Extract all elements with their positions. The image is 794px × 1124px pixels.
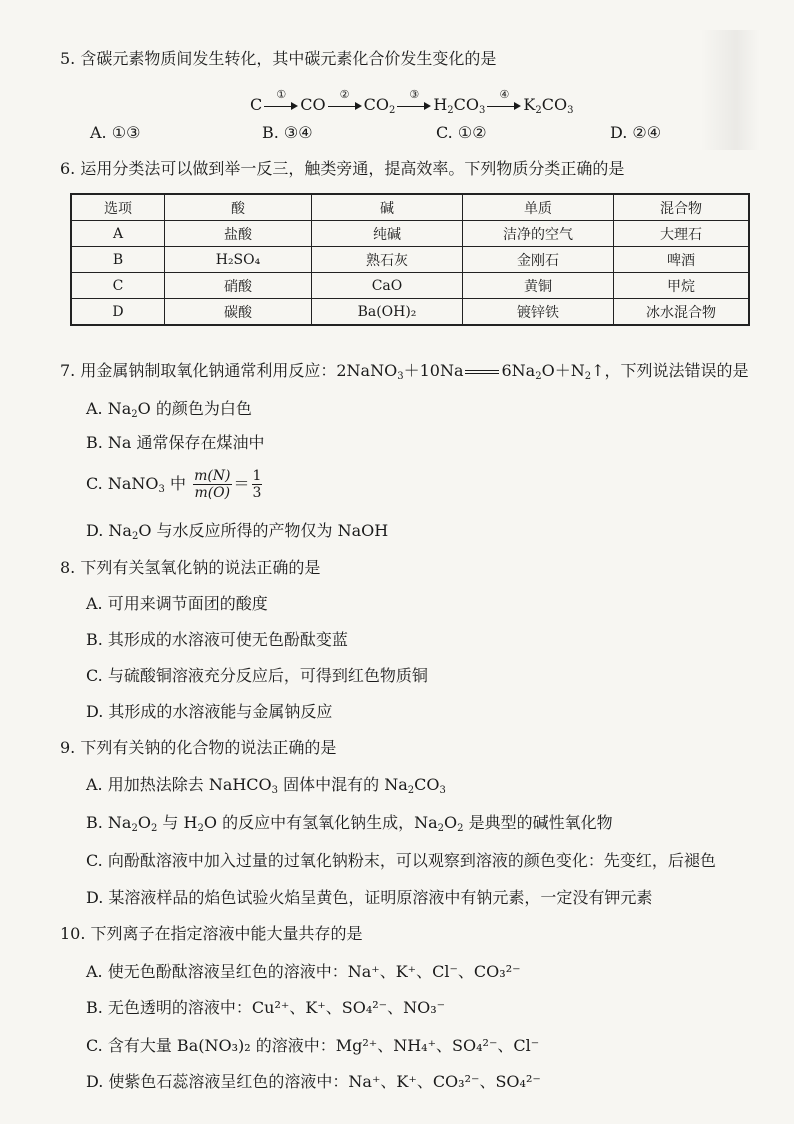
q9-option-d[interactable]: D. 某溶液样品的焰色试验火焰呈黄色，证明原溶液中有钠元素，一定没有钾元素: [86, 888, 653, 907]
cell: B: [71, 247, 165, 273]
cell: 冰水混合物: [614, 299, 750, 326]
chain-species-1: C: [250, 95, 263, 114]
cell: 甲烷: [614, 273, 750, 299]
cell: 纯碱: [312, 221, 463, 247]
cell: C: [71, 273, 165, 299]
q7-option-d[interactable]: D. $Na_2O$ 与水反应所得的产物仅为 NaOH: [86, 521, 389, 542]
cell: 碳酸: [165, 299, 312, 326]
q9-option-c[interactable]: C. 向酚酞溶液中加入过量的过氧化钠粉末，可以观察到溶液的颜色变化：先变红，后褪色: [86, 851, 716, 870]
header-base: 碱: [312, 194, 463, 221]
cell: 洁净的空气: [463, 221, 614, 247]
cell: A: [71, 221, 165, 247]
q5-stem: 5. 含碳元素物质间发生转化，其中碳元素化合价发生变化的是: [60, 49, 497, 68]
equals-sign: [465, 370, 499, 374]
q9-stem: 9. 下列有关钠的化合物的说法正确的是: [60, 738, 337, 757]
cell: H₂SO₄: [165, 247, 312, 273]
q8-option-b[interactable]: B. 其形成的水溶液可使无色酚酞变蓝: [86, 630, 348, 649]
header-acid: 酸: [165, 194, 312, 221]
q9-option-b[interactable]: B. $Na_2O_2$ 与 $H_2O$ 的反应中有氢氧化钠生成，$Na_2O_2$ 是典型的碱性氧化物: [86, 813, 613, 834]
q10-option-d[interactable]: D. 使紫色石蕊溶液呈红色的溶液中：Na⁺、K⁺、CO₃²⁻、SO₄²⁻: [86, 1072, 541, 1091]
q7-option-a[interactable]: A. $Na_2O$ 的颜色为白色: [86, 399, 252, 420]
cell: 盐酸: [165, 221, 312, 247]
cell: 黄铜: [463, 273, 614, 299]
cell: 金刚石: [463, 247, 614, 273]
cell: D: [71, 299, 165, 326]
table-row: [71, 299, 749, 326]
chain-species-4: $H_2CO_3$: [433, 95, 486, 116]
cell: 镀锌铁: [463, 299, 614, 326]
cell: CaO: [312, 273, 463, 299]
q7-option-b[interactable]: B. Na 通常保存在煤油中: [86, 433, 265, 452]
chain-arrow-2: ②: [328, 94, 362, 114]
table-header-row: [71, 194, 749, 221]
scan-shadow: [700, 30, 760, 150]
q8-stem: 8. 下列有关氢氧化钠的说法正确的是: [60, 558, 321, 577]
table-row: [71, 247, 749, 273]
q5-reaction-chain: [250, 86, 573, 114]
cell: 熟石灰: [312, 247, 463, 273]
mass-ratio-fraction: $\frac{m(N)}{m(O)}$: [194, 468, 231, 501]
table-row: [71, 273, 749, 299]
cell: Ba(OH)₂: [312, 299, 463, 326]
q6-stem: 6. 运用分类法可以做到举一反三，触类旁通，提高效率。下列物质分类正确的是: [60, 159, 625, 178]
q8-option-a[interactable]: A. 可用来调节面团的酸度: [86, 594, 268, 613]
chain-arrow-4: ④: [487, 94, 521, 114]
q5-option-a[interactable]: A. ①③: [90, 123, 141, 142]
chain-species-5: $K_2CO_3$: [523, 95, 574, 116]
cell: 啤酒: [614, 247, 750, 273]
q7-stem: 7. 用金属钠制取氧化钠通常利用反应：2NaNO$_3$＋10Na $6Na_2O+N_2↑$，下列说法错误的是: [60, 361, 749, 382]
cell: 硝酸: [165, 273, 312, 299]
chain-arrow-3: ③: [397, 94, 431, 114]
q5-option-c[interactable]: C. ①②: [436, 123, 487, 142]
q10-option-b[interactable]: B. 无色透明的溶液中：Cu²⁺、K⁺、SO₄²⁻、NO₃⁻: [86, 998, 446, 1017]
chain-species-3: $CO_2$: [363, 95, 396, 116]
header-option: 选项: [71, 194, 165, 221]
chain-species-2: CO: [300, 95, 326, 114]
q7-option-c[interactable]: C. NaNO$_3$ 中 $\frac{m(N)}{m(O)}$ ＝ $\frac{1}{3}$: [86, 468, 262, 501]
q8-option-d[interactable]: D. 其形成的水溶液能与金属钠反应: [86, 702, 333, 721]
table-row: [71, 221, 749, 247]
q9-option-a[interactable]: A. 用加热法除去 NaHCO$_3$ 固体中混有的 $Na_2CO_3$: [86, 775, 446, 796]
q8-option-c[interactable]: C. 与硫酸铜溶液充分反应后，可得到红色物质铜: [86, 666, 428, 685]
one-third-fraction: $\frac{1}{3}$: [252, 468, 262, 501]
q5-option-d[interactable]: D. ②④: [610, 123, 662, 142]
q10-option-c[interactable]: C. 含有大量 Ba(NO₃)₂ 的溶液中：Mg²⁺、NH₄⁺、SO₄²⁻、Cl⁻: [86, 1036, 540, 1055]
chain-arrow-1: ①: [264, 94, 298, 114]
q6-classification-table: [70, 193, 750, 326]
header-element: 单质: [463, 194, 614, 221]
q5-option-b[interactable]: B. ③④: [262, 123, 313, 142]
cell: 大理石: [614, 221, 750, 247]
header-mixture: 混合物: [614, 194, 750, 221]
q10-option-a[interactable]: A. 使无色酚酞溶液呈红色的溶液中：Na⁺、K⁺、Cl⁻、CO₃²⁻: [86, 962, 521, 981]
q10-stem: 10. 下列离子在指定溶液中能大量共存的是: [60, 924, 363, 943]
